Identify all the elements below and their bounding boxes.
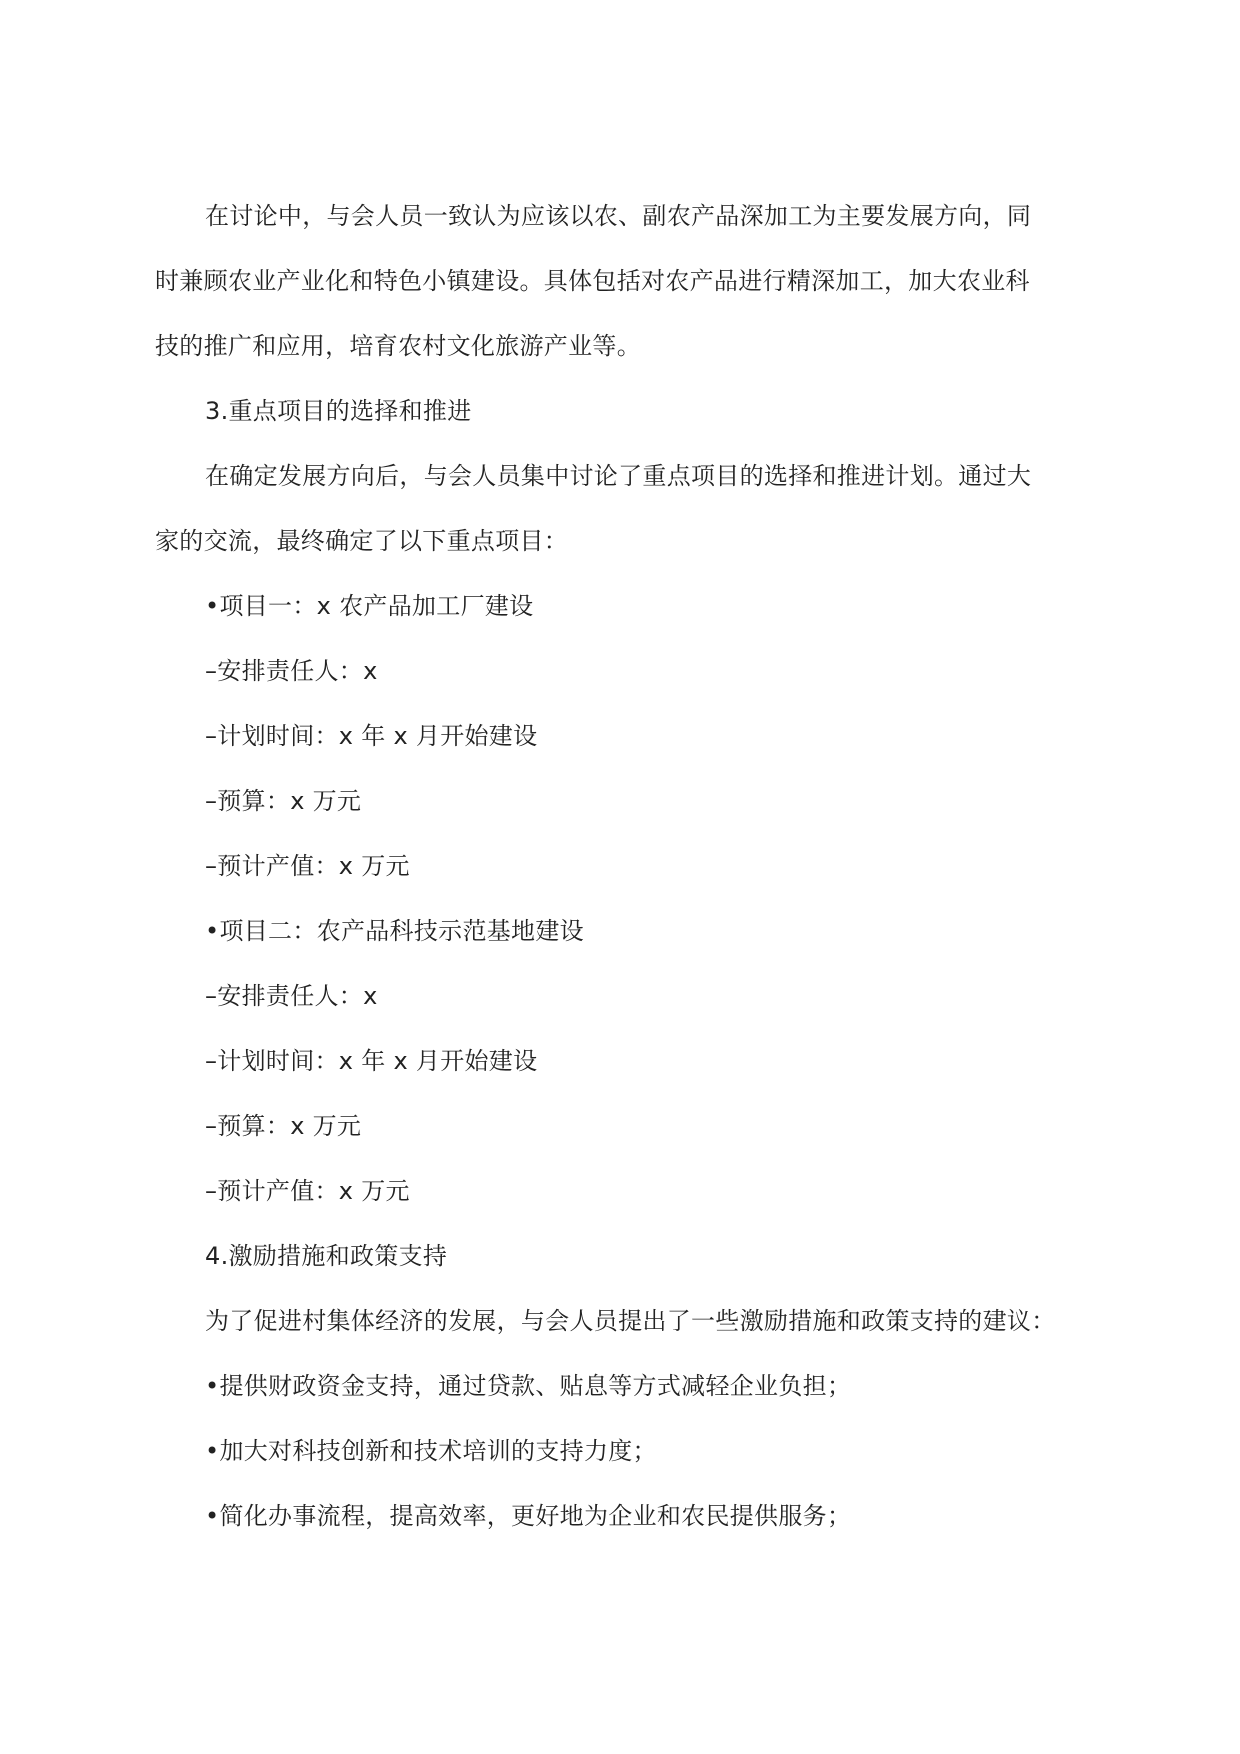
project-two-output: –预计产值：x 万元 <box>205 1177 410 1205</box>
project-one-schedule: –计划时间：x 年 x 月开始建设 <box>205 722 538 750</box>
project-two-budget: –预算：x 万元 <box>205 1112 362 1140</box>
incentive-item-process: •简化办事流程，提高效率，更好地为企业和农民提供服务； <box>205 1502 852 1530</box>
section-heading-incentives: 4.激励措施和政策支持 <box>205 1242 448 1270</box>
section-heading-key-projects: 3.重点项目的选择和推进 <box>205 397 472 425</box>
project-two-title: •项目二：农产品科技示范基地建设 <box>205 917 584 945</box>
paragraph-discussion-line-1: 在讨论中，与会人员一致认为应该以农、副农产品深加工为主要发展方向，同 <box>205 202 1032 230</box>
project-one-title: •项目一：x 农产品加工厂建设 <box>205 592 534 620</box>
paragraph-projects-line-2: 家的交流，最终确定了以下重点项目： <box>155 527 569 555</box>
document-body <box>155 184 1065 1549</box>
project-one-output: –预计产值：x 万元 <box>205 852 410 880</box>
project-one-budget: –预算：x 万元 <box>205 787 362 815</box>
project-two-schedule: –计划时间：x 年 x 月开始建设 <box>205 1047 538 1075</box>
paragraph-projects-line-1: 在确定发展方向后，与会人员集中讨论了重点项目的选择和推进计划。通过大 <box>205 462 1032 490</box>
incentive-item-technology: •加大对科技创新和技术培训的支持力度； <box>205 1437 657 1465</box>
project-two-responsible: –安排责任人：x <box>205 982 378 1010</box>
project-one-responsible: –安排责任人：x <box>205 657 378 685</box>
incentive-item-funding: •提供财政资金支持，通过贷款、贴息等方式减轻企业负担； <box>205 1372 852 1400</box>
paragraph-discussion-line-2: 时兼顾农业产业化和特色小镇建设。具体包括对农产品进行精深加工，加大农业科 <box>155 267 1030 295</box>
paragraph-incentives-intro: 为了促进村集体经济的发展，与会人员提出了一些激励措施和政策支持的建议： <box>205 1307 1056 1335</box>
paragraph-discussion-line-3: 技的推广和应用，培育农村文化旅游产业等。 <box>155 332 641 360</box>
